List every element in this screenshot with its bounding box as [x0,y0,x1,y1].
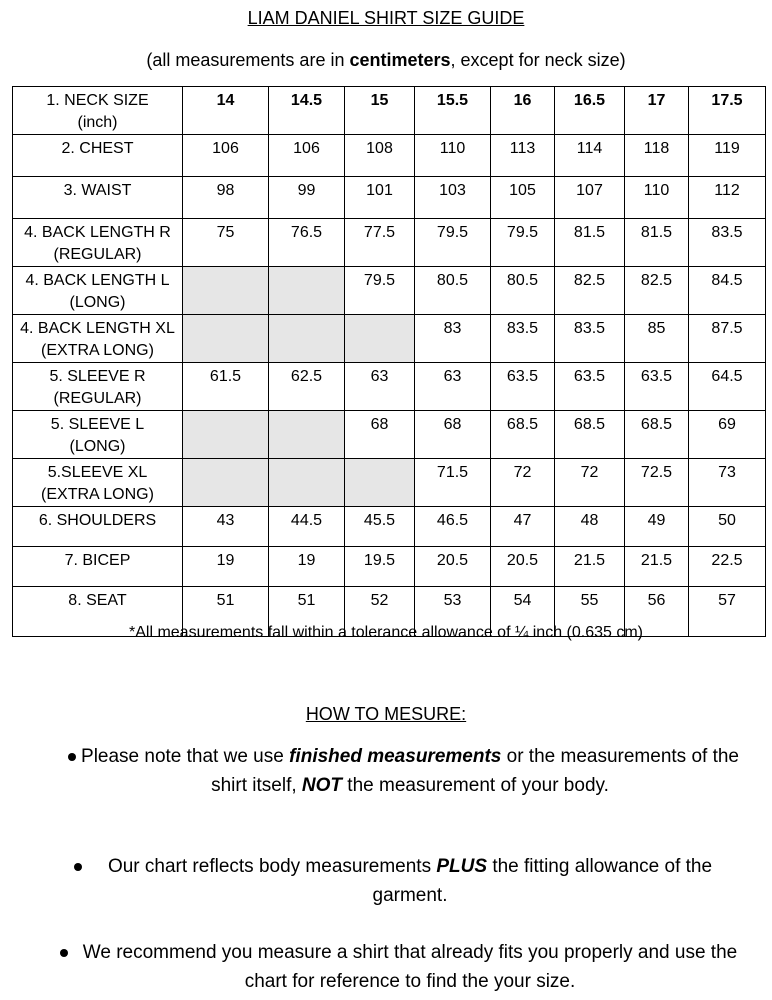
emphasis-text: finished measurements [289,746,502,767]
row-label [13,547,183,587]
row-label [13,87,183,135]
row-label [13,267,183,315]
bullet-text [70,938,750,996]
table-cell: 72 [555,459,625,507]
table-cell: 72.5 [625,459,689,507]
row-label-line: 7. BICEP [64,552,131,569]
table-cell: 75 [183,219,269,267]
table-cell: 101 [345,177,415,219]
table-cell: 105 [491,177,555,219]
table-row [13,219,766,267]
table-cell: 64.5 [689,363,766,411]
unavailable-cell [269,411,345,459]
table-cell: 77.5 [345,219,415,267]
table-cell: 110 [625,177,689,219]
bullet-text-part: the fitting allowance of the garment. [372,856,713,906]
table-cell: 112 [689,177,766,219]
table-cell: 87.5 [689,315,766,363]
table-cell: 48 [555,507,625,547]
table-cell: 82.5 [625,267,689,315]
table-row [13,135,766,177]
unavailable-cell [269,315,345,363]
table-cell: 114 [555,135,625,177]
neck-size-header: 15 [345,87,415,135]
subtitle-post: , except for neck size) [450,50,626,70]
table-cell: 83.5 [491,315,555,363]
table-cell: 85 [625,315,689,363]
row-label-line: 3. WAIST [63,182,132,199]
row-label [13,177,183,219]
table-cell: 63.5 [555,363,625,411]
table-cell: 61.5 [183,363,269,411]
table-cell: 107 [555,177,625,219]
neck-size-header: 17 [625,87,689,135]
row-label-line: 4. BACK LENGTH L [25,272,170,289]
bullet-dot-icon [74,863,82,871]
unavailable-cell [183,315,269,363]
row-label-line: 1. NECK SIZE [46,92,149,109]
table-header-row [13,87,766,135]
row-label-line: 4. BACK LENGTH R [24,224,171,241]
table-cell: 43 [183,507,269,547]
table-cell: 79.5 [491,219,555,267]
table-cell: 22.5 [689,547,766,587]
bullet-text-part: We recommend you measure a shirt that already fits you properly and use the chart for reference to find the your size. [82,942,738,992]
row-label-line: 8. SEAT [68,592,127,609]
table-cell: 71.5 [415,459,491,507]
row-label-line: 5. SLEEVE L [50,416,145,433]
unavailable-cell [269,459,345,507]
table-cell: 81.5 [555,219,625,267]
table-row [13,547,766,587]
table-cell: 68.5 [555,411,625,459]
bullet-dot-icon [68,753,76,761]
table-cell: 80.5 [415,267,491,315]
row-label-line: (EXTRA LONG) [41,486,154,503]
table-row [13,315,766,363]
row-label-line: (inch) [77,114,118,131]
table-cell: 110 [415,135,491,177]
bullet-text-part: Our chart reflects body measurements [107,856,437,877]
table-cell: 79.5 [415,219,491,267]
table-cell: 63 [345,363,415,411]
row-label-line: 4. BACK LENGTH XL [20,320,175,337]
bullet-item [70,852,750,910]
table-cell: 53 [415,587,491,637]
bullet-dot-icon [60,949,68,957]
row-label-line: 2. CHEST [61,140,134,157]
size-guide-table [12,86,766,637]
row-label-line: (EXTRA LONG) [41,342,154,359]
page-title: LIAM DANIEL SHIRT SIZE GUIDE [247,8,525,28]
table-cell: 56 [625,587,689,637]
table-cell: 68 [415,411,491,459]
table-row [13,267,766,315]
table-row [13,411,766,459]
table-cell: 103 [415,177,491,219]
row-label-line: (LONG) [69,438,126,455]
neck-size-header: 17.5 [689,87,766,135]
subtitle-open: ( [146,50,153,70]
neck-size-header: 15.5 [415,87,491,135]
table-cell: 52 [345,587,415,637]
bullet-text [70,742,750,800]
table-cell: 81.5 [625,219,689,267]
table-cell: 108 [345,135,415,177]
table-cell: 106 [269,135,345,177]
table-cell: 72 [491,459,555,507]
table-cell: 20.5 [491,547,555,587]
bullet-item [70,742,750,800]
table-cell: 118 [625,135,689,177]
bullet-text [70,852,750,910]
table-cell: 82.5 [555,267,625,315]
table-cell: 68.5 [625,411,689,459]
row-label [13,411,183,459]
bullet-item [70,938,750,996]
table-cell: 47 [491,507,555,547]
table-cell: 73 [689,459,766,507]
how-to-measure-heading: HOW TO MESURE: [305,704,467,724]
row-label [13,135,183,177]
table-cell: 69 [689,411,766,459]
table-cell: 63.5 [491,363,555,411]
table-cell: 68 [345,411,415,459]
table-cell: 84.5 [689,267,766,315]
table-cell: 57 [689,587,766,637]
table-row [13,177,766,219]
table-cell: 21.5 [555,547,625,587]
table-cell: 55 [555,587,625,637]
subtitle-bold: centimeters [349,50,451,70]
table-cell: 20.5 [415,547,491,587]
subtitle-pre: all measurements are in [152,50,350,70]
table-cell: 19 [183,547,269,587]
unavailable-cell [345,459,415,507]
neck-size-header: 14.5 [269,87,345,135]
table-row [13,459,766,507]
table-cell: 68.5 [491,411,555,459]
table-cell: 54 [491,587,555,637]
table-cell: 44.5 [269,507,345,547]
table-cell: 83.5 [689,219,766,267]
table-cell: 45.5 [345,507,415,547]
subtitle [0,50,772,71]
table-row [13,363,766,411]
neck-size-header: 16 [491,87,555,135]
table-cell: 21.5 [625,547,689,587]
unavailable-cell [345,315,415,363]
unavailable-cell [183,459,269,507]
row-label [13,507,183,547]
row-label-line: (REGULAR) [53,246,142,263]
emphasis-text: PLUS [436,856,488,877]
table-cell: 51 [183,587,269,637]
row-label [13,459,183,507]
table-row [13,507,766,547]
row-label [13,315,183,363]
table-cell: 46.5 [415,507,491,547]
table-cell: 106 [183,135,269,177]
table-cell: 99 [269,177,345,219]
emphasis-text: NOT [301,775,343,796]
row-label [13,363,183,411]
table-cell: 63.5 [625,363,689,411]
tolerance-note: *All measurements fall within a tolerance allowance of ¼ inch (0.635 cm) [128,624,644,641]
unavailable-cell [269,267,345,315]
row-label-line: (LONG) [69,294,126,311]
table-cell: 76.5 [269,219,345,267]
table-cell: 119 [689,135,766,177]
table-cell: 63 [415,363,491,411]
neck-size-header: 16.5 [555,87,625,135]
table-cell: 49 [625,507,689,547]
table-cell: 51 [269,587,345,637]
bullet-text-part: the measurement of your body. [342,775,609,796]
table-cell: 50 [689,507,766,547]
unavailable-cell [183,411,269,459]
row-label-line: 5.SLEEVE XL [47,464,148,481]
bullet-text-part: Please note that we use [81,746,290,767]
bullet-text-part: or the measurements of the shirt itself, [211,746,739,796]
table-cell: 80.5 [491,267,555,315]
row-label-line: (REGULAR) [53,390,142,407]
row-label-line: 6. SHOULDERS [38,512,157,529]
table-cell: 19 [269,547,345,587]
table-cell: 113 [491,135,555,177]
table-cell: 19.5 [345,547,415,587]
row-label [13,219,183,267]
table-cell: 83.5 [555,315,625,363]
table-cell: 79.5 [345,267,415,315]
unavailable-cell [183,267,269,315]
table-cell: 62.5 [269,363,345,411]
table-cell: 83 [415,315,491,363]
row-label-line: 5. SLEEVE R [49,368,146,385]
table-cell: 98 [183,177,269,219]
neck-size-header: 14 [183,87,269,135]
